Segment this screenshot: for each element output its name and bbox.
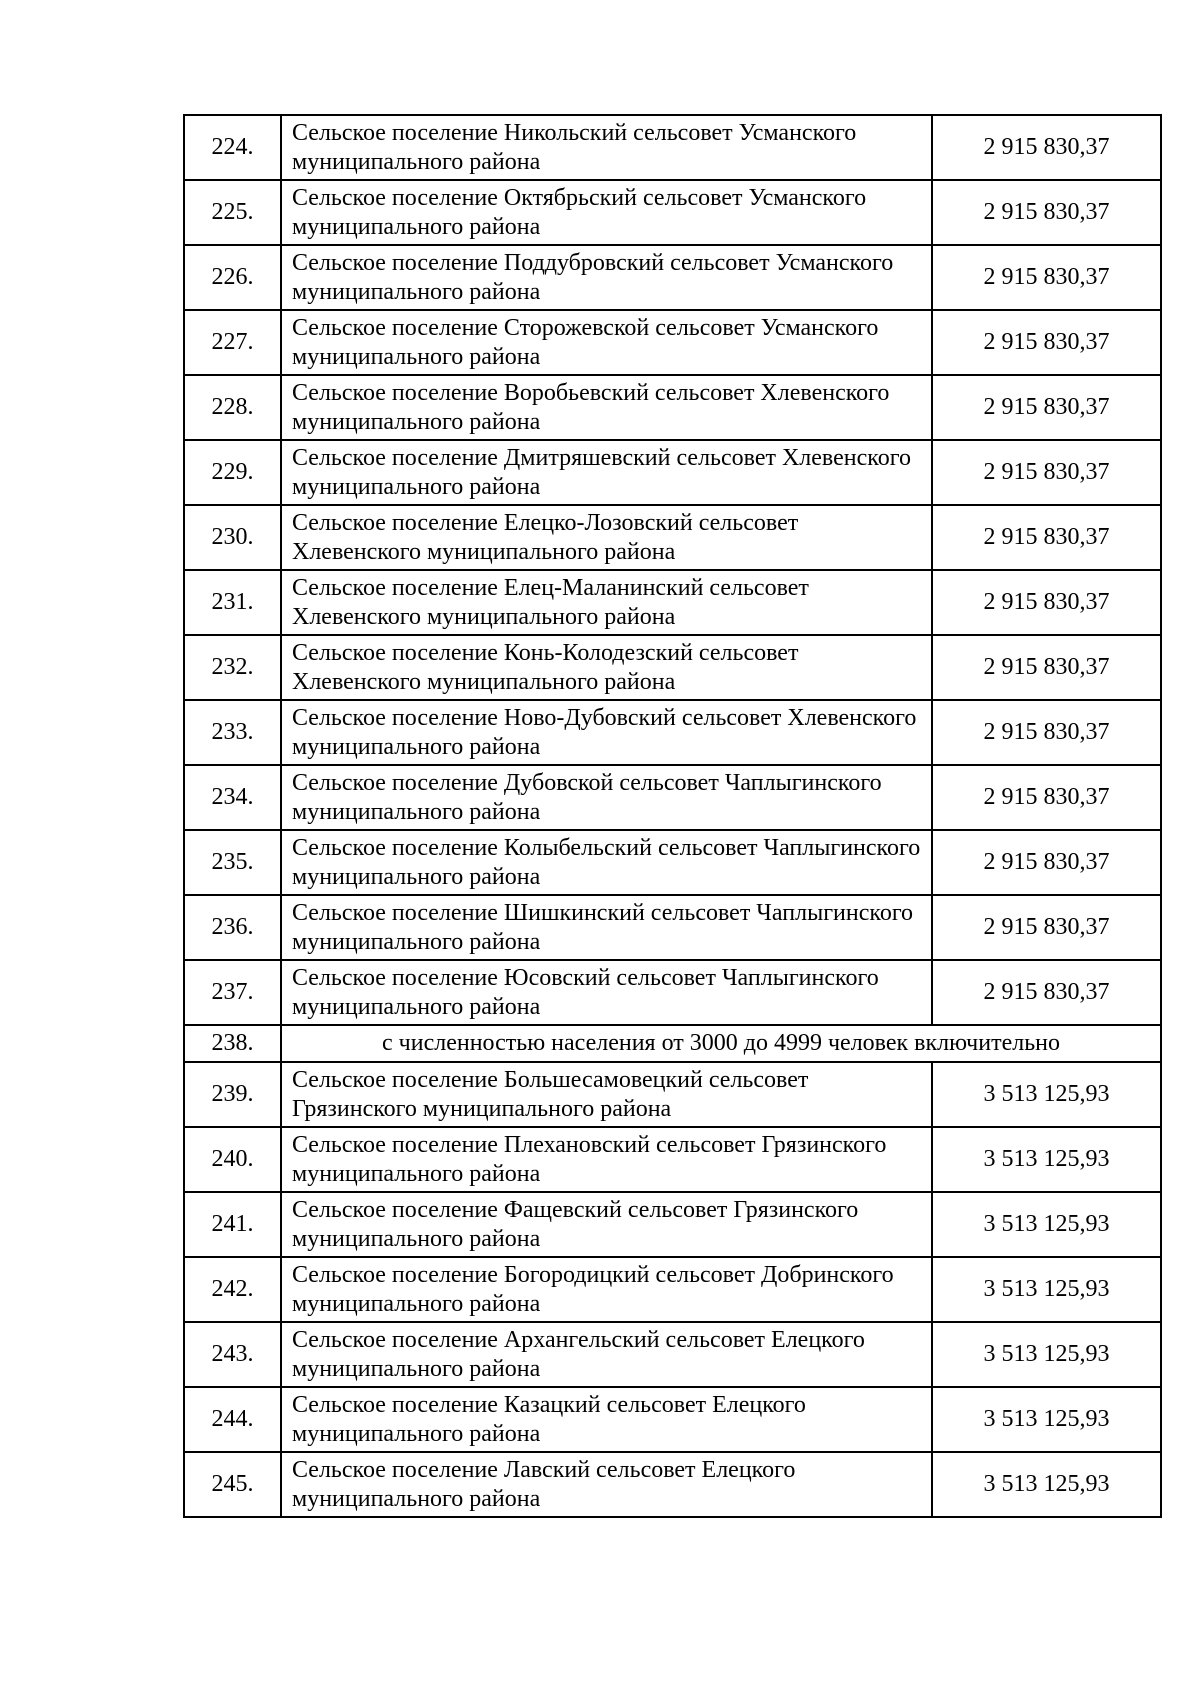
amount-value: 2 915 830,37 xyxy=(932,570,1161,635)
amount-value: 2 915 830,37 xyxy=(932,180,1161,245)
row-number: 233. xyxy=(184,700,281,765)
settlement-name: Сельское поселение Елец-Маланинский сельсовет Хлевенского муниципального района xyxy=(281,570,932,635)
amount-value: 2 915 830,37 xyxy=(932,765,1161,830)
settlement-name: Сельское поселение Воробьевский сельсовет Хлевенского муниципального района xyxy=(281,375,932,440)
table-row xyxy=(184,765,1161,830)
table-row xyxy=(184,960,1161,1025)
settlement-name: Сельское поселение Поддубровский сельсовет Усманского муниципального района xyxy=(281,245,932,310)
table-row xyxy=(184,1322,1161,1387)
row-number: 234. xyxy=(184,765,281,830)
amount-value: 2 915 830,37 xyxy=(932,245,1161,310)
settlement-name: Сельское поселение Шишкинский сельсовет Чаплыгинского муниципального района xyxy=(281,895,932,960)
table-row xyxy=(184,180,1161,245)
settlement-name: Сельское поселение Ново-Дубовский сельсовет Хлевенского муниципального района xyxy=(281,700,932,765)
settlement-name: Сельское поселение Большесамовецкий сельсовет Грязинского муниципального района xyxy=(281,1062,932,1127)
amount-value: 2 915 830,37 xyxy=(932,505,1161,570)
row-number: 235. xyxy=(184,830,281,895)
amount-value: 2 915 830,37 xyxy=(932,830,1161,895)
settlement-name: Сельское поселение Колыбельский сельсовет Чаплыгинского муниципального района xyxy=(281,830,932,895)
table-row xyxy=(184,830,1161,895)
row-number: 227. xyxy=(184,310,281,375)
settlement-name: Сельское поселение Богородицкий сельсовет Добринского муниципального района xyxy=(281,1257,932,1322)
amount-value: 3 513 125,93 xyxy=(932,1192,1161,1257)
amount-value: 3 513 125,93 xyxy=(932,1257,1161,1322)
settlement-name: Сельское поселение Казацкий сельсовет Елецкого муниципального района xyxy=(281,1387,932,1452)
amount-value: 2 915 830,37 xyxy=(932,895,1161,960)
row-number: 236. xyxy=(184,895,281,960)
table-row xyxy=(184,115,1161,180)
settlement-name: Сельское поселение Конь-Колодезский сельсовет Хлевенского муниципального района xyxy=(281,635,932,700)
settlement-name: Сельское поселение Юсовский сельсовет Чаплыгинского муниципального района xyxy=(281,960,932,1025)
table-row xyxy=(184,505,1161,570)
row-number: 238. xyxy=(184,1025,281,1062)
table-row xyxy=(184,310,1161,375)
row-number: 244. xyxy=(184,1387,281,1452)
settlement-name: Сельское поселение Дубовской сельсовет Чаплыгинского муниципального района xyxy=(281,765,932,830)
row-number: 228. xyxy=(184,375,281,440)
amount-value: 2 915 830,37 xyxy=(932,635,1161,700)
amount-value: 2 915 830,37 xyxy=(932,310,1161,375)
table-row xyxy=(184,635,1161,700)
row-number: 225. xyxy=(184,180,281,245)
row-number: 232. xyxy=(184,635,281,700)
settlement-name: Сельское поселение Дмитряшевский сельсовет Хлевенского муниципального района xyxy=(281,440,932,505)
allocation-table xyxy=(183,114,1162,1518)
group-header-row xyxy=(184,1025,1161,1062)
table-row xyxy=(184,700,1161,765)
table-row xyxy=(184,1127,1161,1192)
table-row xyxy=(184,895,1161,960)
row-number: 239. xyxy=(184,1062,281,1127)
table-row xyxy=(184,1452,1161,1517)
amount-value: 3 513 125,93 xyxy=(932,1452,1161,1517)
settlement-name: Сельское поселение Сторожевской сельсовет Усманского муниципального района xyxy=(281,310,932,375)
amount-value: 3 513 125,93 xyxy=(932,1127,1161,1192)
row-number: 240. xyxy=(184,1127,281,1192)
settlement-name: Сельское поселение Елецко-Лозовский сельсовет Хлевенского муниципального района xyxy=(281,505,932,570)
settlement-name: Сельское поселение Лавский сельсовет Елецкого муниципального района xyxy=(281,1452,932,1517)
table-row xyxy=(184,1062,1161,1127)
settlement-name: Сельское поселение Никольский сельсовет Усманского муниципального района xyxy=(281,115,932,180)
row-number: 224. xyxy=(184,115,281,180)
table-row xyxy=(184,440,1161,505)
amount-value: 2 915 830,37 xyxy=(932,440,1161,505)
row-number: 241. xyxy=(184,1192,281,1257)
amount-value: 2 915 830,37 xyxy=(932,700,1161,765)
row-number: 230. xyxy=(184,505,281,570)
table-row xyxy=(184,245,1161,310)
amount-value: 2 915 830,37 xyxy=(932,375,1161,440)
row-number: 243. xyxy=(184,1322,281,1387)
settlement-name: Сельское поселение Фащевский сельсовет Грязинского муниципального района xyxy=(281,1192,932,1257)
settlement-name: Сельское поселение Плехановский сельсовет Грязинского муниципального района xyxy=(281,1127,932,1192)
group-header-label: с численностью населения от 3000 до 4999 человек включительно xyxy=(281,1025,1161,1062)
allocation-table-body xyxy=(184,115,1161,1517)
amount-value: 3 513 125,93 xyxy=(932,1387,1161,1452)
row-number: 229. xyxy=(184,440,281,505)
table-row xyxy=(184,570,1161,635)
amount-value: 3 513 125,93 xyxy=(932,1322,1161,1387)
amount-value: 2 915 830,37 xyxy=(932,960,1161,1025)
row-number: 226. xyxy=(184,245,281,310)
table-row xyxy=(184,1387,1161,1452)
table-row xyxy=(184,1192,1161,1257)
table-row xyxy=(184,375,1161,440)
settlement-name: Сельское поселение Октябрьский сельсовет Усманского муниципального района xyxy=(281,180,932,245)
row-number: 237. xyxy=(184,960,281,1025)
amount-value: 2 915 830,37 xyxy=(932,115,1161,180)
row-number: 245. xyxy=(184,1452,281,1517)
amount-value: 3 513 125,93 xyxy=(932,1062,1161,1127)
settlement-name: Сельское поселение Архангельский сельсовет Елецкого муниципального района xyxy=(281,1322,932,1387)
table-row xyxy=(184,1257,1161,1322)
row-number: 231. xyxy=(184,570,281,635)
row-number: 242. xyxy=(184,1257,281,1322)
